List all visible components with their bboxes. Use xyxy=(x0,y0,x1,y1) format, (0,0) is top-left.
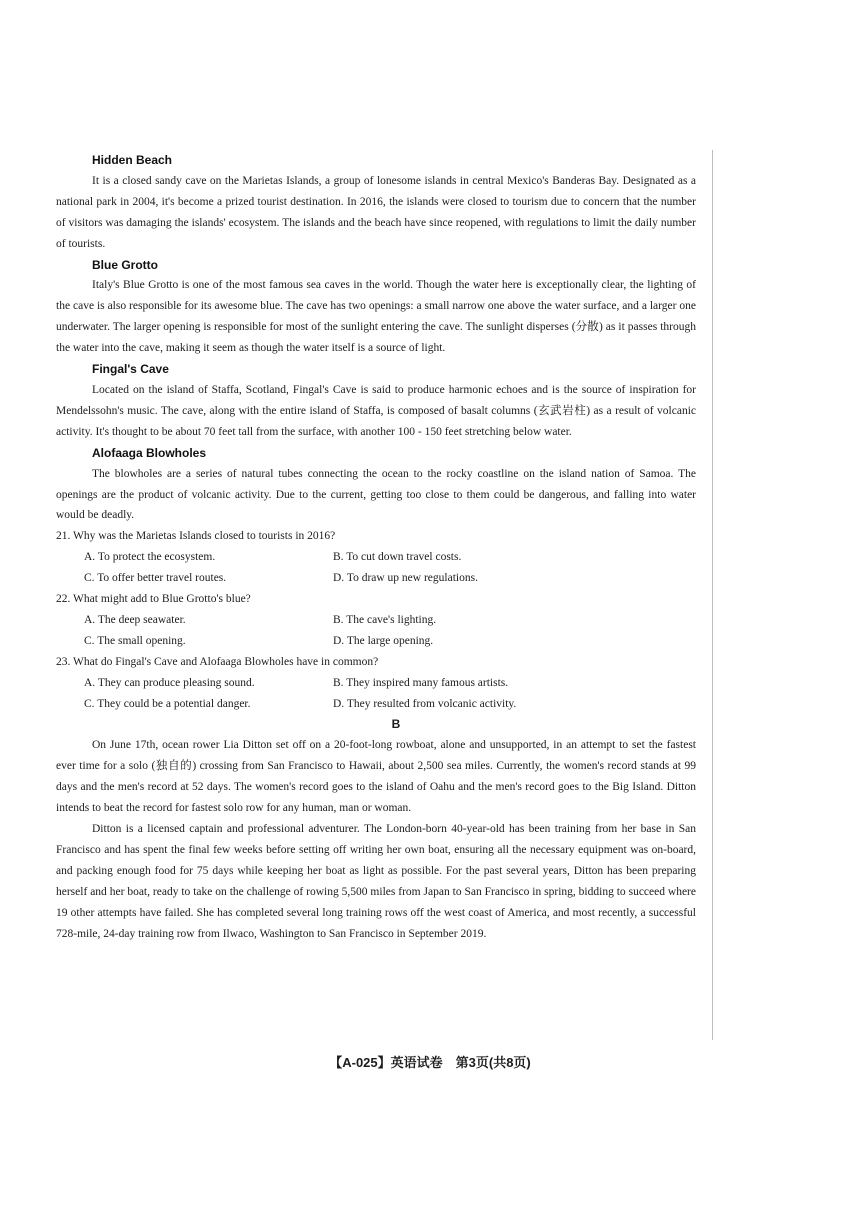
option-c: C. To offer better travel routes. xyxy=(84,572,227,585)
section-text-fingals-cave: Located on the island of Staffa, Scotland, Fingal's Cave is said to produce harmonic echoes and is the source of inspiration for Mendelssohn's music. The cave, along with the entire island of Staffa, is composed of basalt columns (玄武岩柱) as a result of volcanic activity. It's thought to be about 70 feet tall from the surface, with another 100 - 150 feet stretching below water. xyxy=(56,383,696,438)
passage-b-paragraph-2: Ditton is a licensed captain and professional adventurer. The London-born 40-year-old has been training from her base in San Francisco and has spent the final few weeks before setting off writing her own boat, ensuring all the necessary equipment was on-board, and packing enough food for 75 days while keeping her boat as light as possible. For the past several years, Ditton has been preparing herself and her boat, ready to take on the challenge of rowing 5,500 miles from Japan to San Francisco in spring, bidding to succeed where 19 other attempts have failed. She has completed several long training rows off the west coast of America, and most recently, a successful 728-mile, 24-day training row from Ilwaco, Washington to San Francisco in September 2019. xyxy=(56,823,696,940)
question-23 xyxy=(56,652,696,715)
question-stem: 21. Why was the Marietas Islands closed to tourists in 2016? xyxy=(56,530,336,543)
option-c: C. The small opening. xyxy=(84,634,186,647)
option-b: B. The cave's lighting. xyxy=(333,613,437,626)
section-text-blue-grotto: Italy's Blue Grotto is one of the most famous sea caves in the world. Though the water here is exceptionally clear, the lighting of the cave is also responsible for its awesome blue. The cave has two openings: a small narrow one above the water surface, and a larger one underwater. The larger opening is responsible for most of the sunlight entering the cave. The sunlight disperses (分散) as it passes through the water into the cave, making it seem as though the water itself is a source of light. xyxy=(56,279,696,355)
option-a: A. To protect the ecosystem. xyxy=(84,551,216,564)
passage-b-paragraph-1: On June 17th, ocean rower Lia Ditton set off on a 20-foot-long rowboat, alone and unsupported, in an attempt to set the fastest ever time for a solo (独自的) crossing from San Francisco to Hawaii, about 2,500 sea miles. Currently, the women's record stands at 99 days and the men's record at 52 days. The women's record goes to the island of Oahu and the men's record goes to the Big Island. Ditton intends to beat the record for fastest solo row for any human, man or woman. xyxy=(56,739,696,815)
option-d: D. They resulted from volcanic activity. xyxy=(333,697,517,710)
option-d: D. The large opening. xyxy=(333,634,434,647)
option-d: D. To draw up new regulations. xyxy=(333,572,478,585)
section-heading-alofaaga-blowholes: Alofaaga Blowholes xyxy=(92,445,207,460)
option-b: B. To cut down travel costs. xyxy=(333,551,462,564)
exam-page-content xyxy=(56,150,696,944)
section-text-hidden-beach: It is a closed sandy cave on the Marietas Islands, a group of lonesome islands in central Mexico's Banderas Bay. Designated as a national park in 2004, it's become a prized tourist destination. In 2016, the islands were closed to tourism due to concern that the number of visitors was damaging the islands' ecosystem. The islands and the beach have since reopened, with regulations to limit the daily number of tourists. xyxy=(56,174,696,250)
question-22 xyxy=(56,589,696,652)
section-heading-blue-grotto: Blue Grotto xyxy=(92,257,158,272)
section-heading-hidden-beach: Hidden Beach xyxy=(92,153,173,167)
page-margin-rule xyxy=(712,150,713,1040)
question-stem: 23. What do Fingal's Cave and Alofaaga Blowholes have in common? xyxy=(56,655,379,668)
option-c: C. They could be a potential danger. xyxy=(84,697,251,710)
section-heading-fingals-cave: Fingal's Cave xyxy=(92,362,169,377)
option-b: B. They inspired many famous artists. xyxy=(333,676,509,689)
passage-b-letter: B xyxy=(391,717,401,732)
question-21 xyxy=(56,526,696,589)
page-footer: 【A-025】英语试卷 第3页(共8页) xyxy=(329,1055,531,1070)
question-stem: 22. What might add to Blue Grotto's blue? xyxy=(56,593,251,606)
option-a: A. The deep seawater. xyxy=(84,613,186,626)
section-text-alofaaga-blowholes: The blowholes are a series of natural tubes connecting the ocean to the rocky coastline on the island nation of Samoa. The openings are the product of volcanic activity. Due to the current, getting too close to them could be dangerous, and falling into water would be deadly. xyxy=(56,467,696,522)
option-a: A. They can produce pleasing sound. xyxy=(84,676,255,689)
